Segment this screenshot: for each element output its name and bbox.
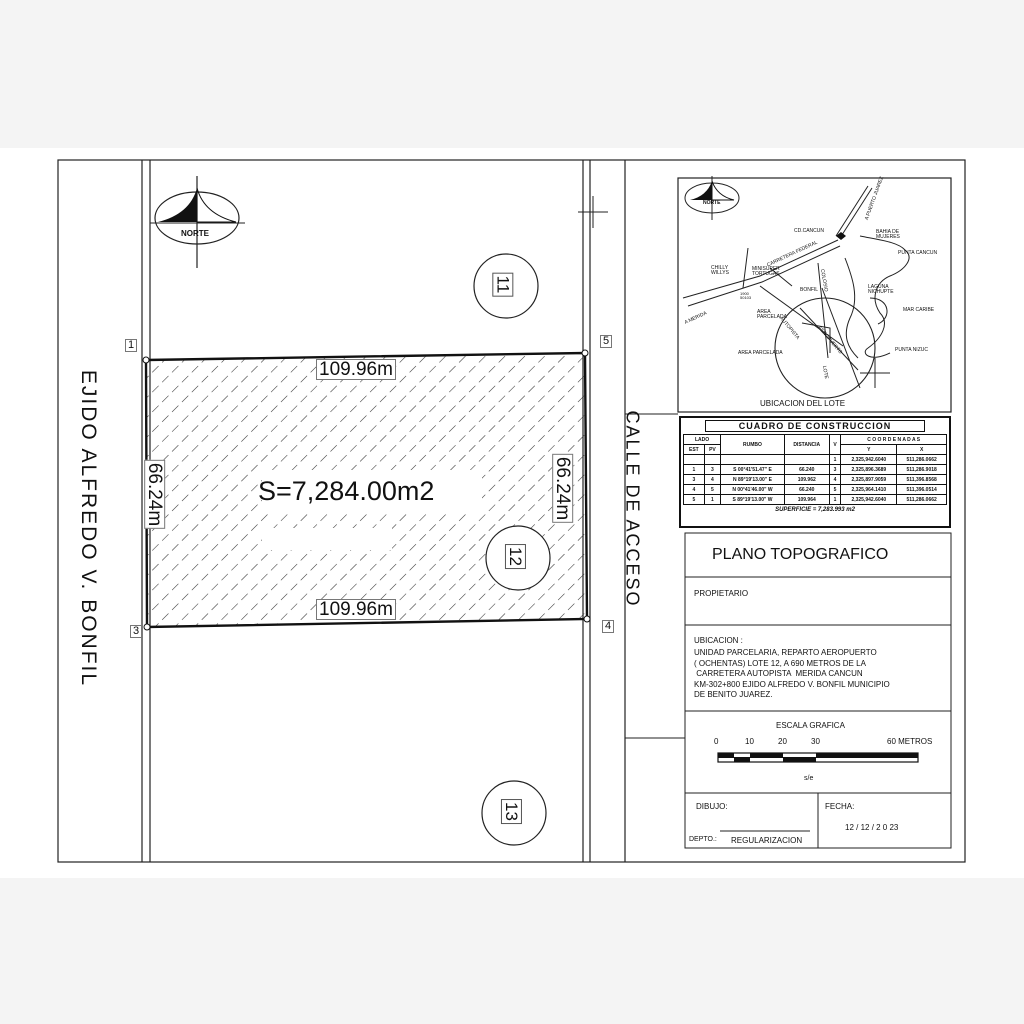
th-v: V	[829, 435, 841, 455]
fecha-value: 12 / 12 / 2 0 23	[845, 823, 899, 832]
scale-tick-30: 30	[811, 737, 820, 746]
north-arrow-icon	[150, 176, 245, 268]
scale-tick-10: 10	[745, 737, 754, 746]
scale-tick-60: 60 METROS	[887, 737, 933, 746]
construction-table	[679, 416, 951, 528]
depto-label: DEPTO.:	[689, 836, 717, 843]
vertex-5-marker	[582, 350, 588, 356]
vertex-1-label: 1	[125, 339, 137, 352]
scale-tick-20: 20	[778, 737, 787, 746]
map-label-laguna: LAGUNA NICHUPTE	[868, 284, 894, 295]
top-dimension: 109.96m	[316, 359, 396, 380]
vertex-3-marker	[144, 624, 150, 630]
cell-pv: 4	[704, 475, 720, 485]
map-label-area-parcelada-2: AREA PARCELADA	[738, 350, 783, 356]
scale-tick-0: 0	[714, 737, 719, 746]
th-x: X	[897, 445, 947, 455]
cell-x: 511,396.0514	[897, 485, 947, 495]
map-label-colosio: COLOSIO	[818, 268, 829, 293]
dibujo-label: DIBUJO:	[696, 802, 728, 811]
fecha-label: FECHA:	[825, 802, 855, 811]
escala-label: ESCALA GRAFICA	[776, 721, 845, 730]
cell-rumbo: S 00°41'51.47" E	[721, 465, 785, 475]
cell-distancia: 66.240	[784, 465, 829, 475]
map-label-cd-cancun: CD.CANCUN	[794, 228, 824, 234]
map-label-lote: LOTE	[820, 365, 830, 380]
cell-pv: 5	[704, 485, 720, 495]
construction-row	[684, 465, 947, 475]
bottom-dimension: 109.96m	[316, 599, 396, 620]
cell-pv: 1	[704, 495, 720, 505]
cell-rumbo: S 89°19'13.00" W	[721, 495, 785, 505]
propietario-box	[685, 577, 951, 625]
cell-rumbo: N 00°41'46.00" W	[721, 485, 785, 495]
th-y: Y	[841, 445, 897, 455]
cell-v: 1	[829, 455, 841, 465]
cell-v: 4	[829, 475, 841, 485]
cell-est: 1	[684, 465, 705, 475]
construction-table-title: CUADRO DE CONSTRUCCION	[705, 420, 925, 432]
cell-est: 5	[684, 495, 705, 505]
th-coordenadas: C O O R D E N A D A S	[841, 435, 947, 445]
map-label-bonfil: BONFIL	[800, 287, 819, 293]
ubicacion-label: UBICACION :	[694, 636, 743, 645]
plan-sheet	[0, 148, 1024, 878]
construction-row	[684, 485, 947, 495]
map-label-a-merida: A MERIDA	[683, 310, 708, 326]
map-north-label: NORTE	[703, 200, 721, 206]
th-pv: PV	[704, 445, 720, 455]
scale-note: s/e	[804, 775, 814, 782]
map-label-puerto-juarez: A PUERTO JUAREZ	[863, 175, 886, 221]
cell-y: 2,325,896.3689	[841, 465, 897, 475]
map-label-punta-nizuc: PUNTA NIZUC	[895, 347, 928, 353]
lot-12-label: 12	[505, 544, 526, 569]
map-label-caseta: 1900 50103	[740, 291, 752, 300]
cell-distancia: 109.962	[784, 475, 829, 485]
vertex-3-label: 3	[130, 625, 142, 638]
north-label: NORTE	[181, 229, 209, 238]
map-label-chilly: CHILLY WILLYS	[711, 265, 729, 276]
ubicacion-line: CARRETERA AUTOPISTA MERIDA CANCUN	[694, 669, 863, 678]
propietario-label: PROPIETARIO	[694, 589, 749, 598]
vertex-4-label: 4	[602, 620, 614, 633]
plan-title: PLANO TOPOGRAFICO	[712, 546, 889, 563]
map-label-aeropuerto: AEROPUERTO	[816, 324, 844, 356]
lot-13-label: 13	[501, 799, 522, 824]
th-est: EST	[684, 445, 705, 455]
ubicacion-line: ( OCHENTAS) LOTE 12, A 690 METROS DE LA	[694, 658, 866, 668]
ubicacion-line: KM-302+800 EJIDO ALFREDO V. BONFIL MUNICIPIO	[694, 679, 890, 689]
th-lado: LADO	[684, 435, 721, 445]
th-rumbo: RUMBO	[721, 435, 785, 455]
cell-y: 2,325,964.1410	[841, 485, 897, 495]
west-road-label: EJIDO ALFREDO V. BONFIL	[77, 369, 101, 688]
cell-distancia: 66.240	[784, 485, 829, 495]
ubicacion-line: DE BENITO JUAREZ.	[694, 690, 773, 699]
cell-est	[684, 455, 705, 465]
vertex-1-marker	[143, 357, 149, 363]
vertex-4-marker	[584, 616, 590, 622]
construction-row	[684, 475, 947, 485]
vertex-5-label: 5	[600, 335, 612, 348]
cell-v: 1	[829, 495, 841, 505]
ubicacion-line: UNIDAD PARCELARIA, REPARTO AEROPUERTO	[694, 648, 877, 657]
scale-bar	[718, 753, 918, 762]
th-distancia: DISTANCIA	[784, 435, 829, 455]
area-label-bg-2	[262, 528, 392, 550]
east-road-label: CALLE DE ACCESO	[622, 410, 643, 608]
cell-y: 2,325,942.6040	[841, 455, 897, 465]
right-dimension: 66.24m	[552, 454, 573, 523]
cell-x: 511,286.9018	[897, 465, 947, 475]
cell-x: 511,286.0662	[897, 495, 947, 505]
cell-rumbo	[721, 455, 785, 465]
cell-pv	[704, 455, 720, 465]
map-label-mar-caribe: MAR CARIBE	[903, 307, 935, 313]
cell-est: 4	[684, 485, 705, 495]
map-caption: UBICACION DEL LOTE	[760, 399, 846, 408]
construction-row	[684, 455, 947, 465]
map-label-bahia: BAHIA DE MUJERES	[876, 229, 900, 240]
left-dimension: 66.24m	[144, 460, 165, 529]
cell-v: 5	[829, 485, 841, 495]
superficie-label: SUPERFICIE = 7,283.993 m2	[775, 507, 855, 513]
cell-pv: 3	[704, 465, 720, 475]
lot-11-label: 11	[492, 273, 513, 297]
cell-x: 511,286.0662	[897, 455, 947, 465]
cell-rumbo: N 89°19'13.00" E	[721, 475, 785, 485]
cell-x: 511,396.8568	[897, 475, 947, 485]
cell-est: 3	[684, 475, 705, 485]
map-label-autopista: AUTOPISTA	[778, 315, 801, 341]
ubicacion-text	[694, 648, 890, 701]
location-map-frame	[678, 175, 951, 412]
construction-row	[684, 495, 947, 505]
cell-distancia: 109.964	[784, 495, 829, 505]
cell-v: 3	[829, 465, 841, 475]
depto-value: REGULARIZACION	[731, 836, 803, 845]
cell-y: 2,325,897.9059	[841, 475, 897, 485]
cell-distancia	[784, 455, 829, 465]
map-label-punta-cancun: PUNTA CANCUN	[898, 250, 938, 256]
map-label-minisuper: MINISUPER TORTUGAS	[752, 266, 780, 277]
area-label: S=7,284.00m2	[258, 476, 435, 506]
map-label-carretera: CARRETERA FEDERAL	[766, 239, 819, 269]
cell-y: 2,325,942.6040	[841, 495, 897, 505]
map-label-area-parcelada-1: AREA PARCELADA	[757, 309, 787, 320]
